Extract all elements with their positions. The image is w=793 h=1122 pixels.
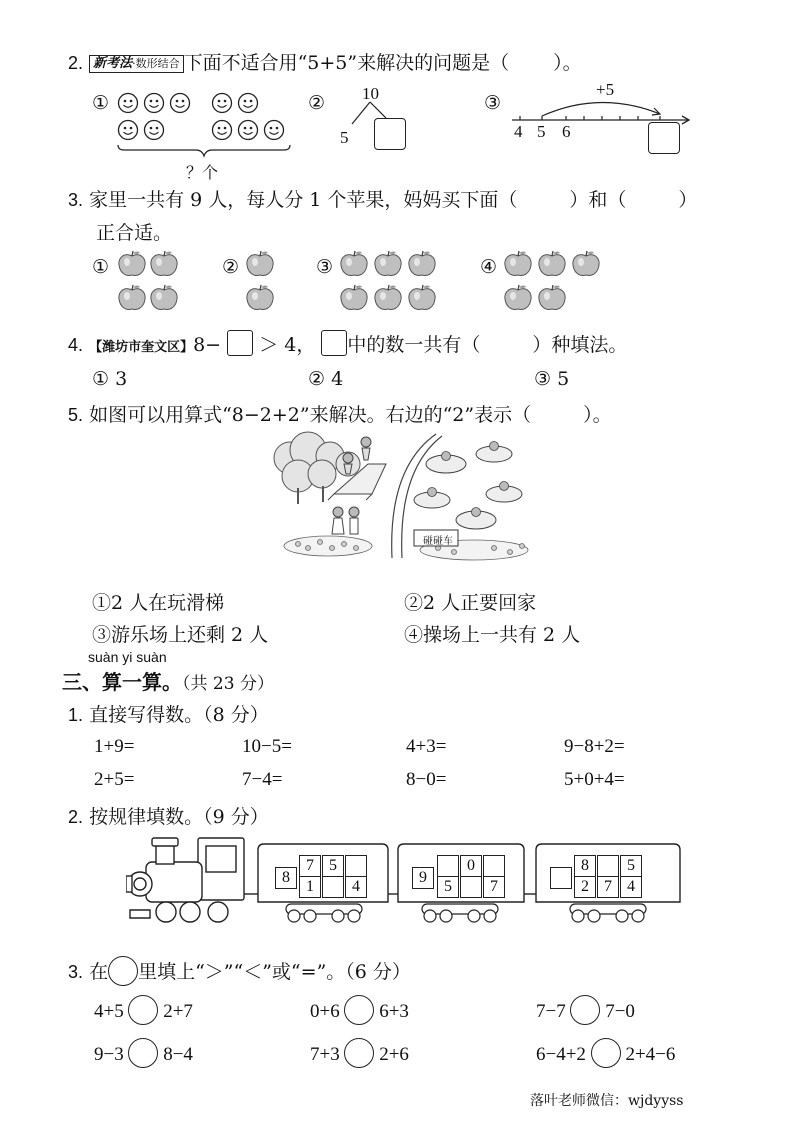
- q5-text-b: ）。: [583, 404, 612, 426]
- s3q3-stem: [68, 956, 411, 986]
- q5-opt2: ②2 人正要回家: [404, 592, 537, 614]
- footer-credit: 落叶老师微信：wjdyyss: [530, 1093, 684, 1109]
- compare-1-circle[interactable]: [128, 995, 158, 1025]
- q3-opt1-apples: [116, 248, 186, 314]
- compare-row-2-c: [536, 1038, 675, 1068]
- car1-top-cell-3[interactable]: [345, 855, 367, 877]
- q2-opt3-box[interactable]: [648, 122, 680, 154]
- q4-source: 【潍坊市奎文区】: [89, 340, 194, 355]
- q2-number: 2.: [68, 53, 84, 73]
- s3q3-t2: 里填上“＞”“＜”或“=”。（6 分）: [138, 961, 411, 983]
- compare-5-left: 7+3: [310, 1044, 340, 1065]
- compare-1-left: 4+5: [94, 1001, 124, 1022]
- q4-stem: [68, 330, 627, 357]
- q3-stem: [68, 185, 697, 212]
- compare-2-circle[interactable]: [344, 995, 374, 1025]
- q4-number: 4.: [68, 335, 84, 355]
- q5-text-a: 如图可以用算式“8−2+2”来解决。右边的“2”表示（: [89, 404, 532, 426]
- calc-item-3: 4+3=: [406, 736, 447, 757]
- compare-5-circle[interactable]: [344, 1038, 374, 1068]
- calc-item-5: 2+5=: [94, 769, 135, 790]
- car3-top-cell-3[interactable]: 5: [620, 855, 642, 877]
- q3-line2: 正合适。: [96, 222, 173, 244]
- section3-score: （共 23 分）: [182, 674, 274, 694]
- car1-top-cell-1[interactable]: 7: [299, 855, 321, 877]
- car3-bottom-cell-2[interactable]: 7: [597, 876, 619, 898]
- car1-bottom-cell-3[interactable]: 4: [345, 876, 367, 898]
- car3-top-cell-2[interactable]: [597, 855, 619, 877]
- q3-opt2-mark: ②: [222, 256, 240, 278]
- section3-header: [62, 666, 274, 695]
- s3q1-title: 直接写得数。（8 分）: [89, 704, 269, 726]
- car3-top-cell-1[interactable]: 8: [574, 855, 596, 877]
- q2-opt2-left: 5: [340, 128, 349, 147]
- compare-4-circle[interactable]: [128, 1038, 158, 1068]
- q2-opt3-tick-6: 6: [562, 122, 571, 141]
- q3-opt3-apples: [338, 248, 442, 314]
- car3-bottom-cell-1[interactable]: 2: [574, 876, 596, 898]
- compare-row-1-a: [94, 995, 193, 1025]
- compare-row-2-b: [310, 1038, 409, 1068]
- car1-left-cell[interactable]: 8: [275, 867, 297, 889]
- compare-3-right: 7−0: [605, 1001, 635, 1022]
- car2-bottom-cell-2[interactable]: [460, 876, 482, 898]
- s3q2-title: 按规律填数。（9 分）: [89, 806, 269, 828]
- q5-opt1: ①2 人在玩滑梯: [92, 592, 225, 614]
- q2-opt2-mark: ②: [308, 92, 326, 114]
- q4-box-2[interactable]: [321, 330, 347, 356]
- q5-playground-illustration: [268, 428, 534, 564]
- s3q1-stem: [68, 700, 269, 727]
- compare-3-circle[interactable]: [570, 995, 600, 1025]
- q5-opt3: ③游乐场上还剩 2 人: [92, 624, 269, 646]
- s3q3-number: 3.: [68, 962, 84, 982]
- q2-opt3-tick-4: 4: [514, 122, 523, 141]
- section3-title: 三、算一算。: [62, 670, 182, 694]
- q2-opt1-mark: ①: [92, 92, 110, 114]
- car2-bottom-cell-3[interactable]: 7: [483, 876, 505, 898]
- q3-opt4-apples: [502, 248, 606, 314]
- car2-bottom-cell-1[interactable]: 5: [437, 876, 459, 898]
- car1-top-cell-2[interactable]: 5: [322, 855, 344, 877]
- compare-4-right: 8−4: [163, 1044, 193, 1065]
- q2-tag-em: 新考法: [93, 56, 133, 71]
- q3-opt2-apples: [244, 248, 280, 314]
- s3q2-stem: [68, 802, 269, 829]
- q2-opt3-tick-5: 5: [537, 122, 546, 141]
- q2-opt2-box[interactable]: [374, 118, 406, 150]
- q2-opt2-top: 10: [362, 84, 379, 103]
- q3-text-b: ）和（: [569, 189, 627, 211]
- s3q2-number: 2.: [68, 807, 84, 827]
- q2-opt3-arc-label: +5: [596, 80, 615, 99]
- car3-bottom-cell-3[interactable]: 4: [620, 876, 642, 898]
- q2-stem: [68, 48, 582, 75]
- compare-5-right: 2+6: [379, 1044, 409, 1065]
- car2-top-cell-3[interactable]: [483, 855, 505, 877]
- s3q3-t1: 在: [89, 961, 109, 983]
- q2-text-b: ）。: [553, 52, 582, 74]
- calc-item-2: 10−5=: [242, 736, 292, 757]
- car1-bottom-cell-2[interactable]: [322, 876, 344, 898]
- car1-bottom-cell-1[interactable]: 1: [299, 876, 321, 898]
- q3-opt3-mark: ③: [316, 256, 334, 278]
- calc-item-4: 9−8+2=: [564, 736, 625, 757]
- q2-opt1-smileys: [116, 90, 296, 160]
- q4-t4: ）种填法。: [532, 334, 628, 356]
- calc-item-1: 1+9=: [94, 736, 135, 757]
- compare-6-circle[interactable]: [591, 1038, 621, 1068]
- q2-tag-rest: ·数形结合: [132, 57, 180, 70]
- q2-tag: [89, 55, 184, 73]
- q5-opt4: ④操场上一共有 2 人: [404, 624, 581, 646]
- q5-stem: [68, 400, 612, 427]
- s3q1-number: 1.: [68, 705, 84, 725]
- q4-opt1: ① 3: [92, 368, 128, 390]
- car2-top-cell-1[interactable]: [437, 855, 459, 877]
- q4-t3: 中的数一共有（: [347, 334, 481, 356]
- compare-6-left: 6−4+2: [536, 1044, 586, 1065]
- q3-opt4-mark: ④: [480, 256, 498, 278]
- q4-opt2: ② 4: [308, 368, 344, 390]
- calc-item-6: 7−4=: [242, 769, 283, 790]
- compare-2-right: 6+3: [379, 1001, 409, 1022]
- q2-opt3-mark: ③: [484, 92, 502, 114]
- q3-number: 3.: [68, 190, 84, 210]
- q4-t1: 8−: [193, 334, 222, 356]
- compare-4-left: 9−3: [94, 1044, 124, 1065]
- car3-left-cell[interactable]: [550, 867, 572, 889]
- q3-text-c: ）: [678, 189, 698, 211]
- calc-item-8: 5+0+4=: [564, 769, 625, 790]
- s3q3-circle-sample: [108, 956, 138, 986]
- calc-item-7: 8−0=: [406, 769, 447, 790]
- q2-opt1-label: ？个: [186, 163, 219, 182]
- compare-6-right: 2+4−6: [625, 1044, 676, 1065]
- compare-row-1-c: [536, 995, 635, 1025]
- compare-row-1-b: [310, 995, 409, 1025]
- car2-top-cell-2[interactable]: 0: [460, 855, 482, 877]
- q3-opt1-mark: ①: [92, 256, 110, 278]
- compare-row-2-a: [94, 1038, 193, 1068]
- q4-opt3: ③ 5: [534, 368, 570, 390]
- compare-3-left: 7−7: [536, 1001, 566, 1022]
- car2-left-cell[interactable]: 9: [412, 867, 434, 889]
- section3-pinyin: suàn yi suàn: [88, 649, 167, 665]
- compare-1-right: 2+7: [163, 1001, 193, 1022]
- q5-number: 5.: [68, 405, 84, 425]
- compare-2-left: 0+6: [310, 1001, 340, 1022]
- q4-t2: ＞ 4，: [259, 334, 316, 356]
- q2-text-a: 下面不适合用“5+5”来解决的问题是（: [183, 52, 510, 74]
- q4-box-1[interactable]: [227, 330, 253, 356]
- q5-sign-label: 碰碰车: [423, 536, 453, 547]
- q3-text-a: 家里一共有 9 人，每人分 1 个苹果，妈妈买下面（: [89, 189, 518, 211]
